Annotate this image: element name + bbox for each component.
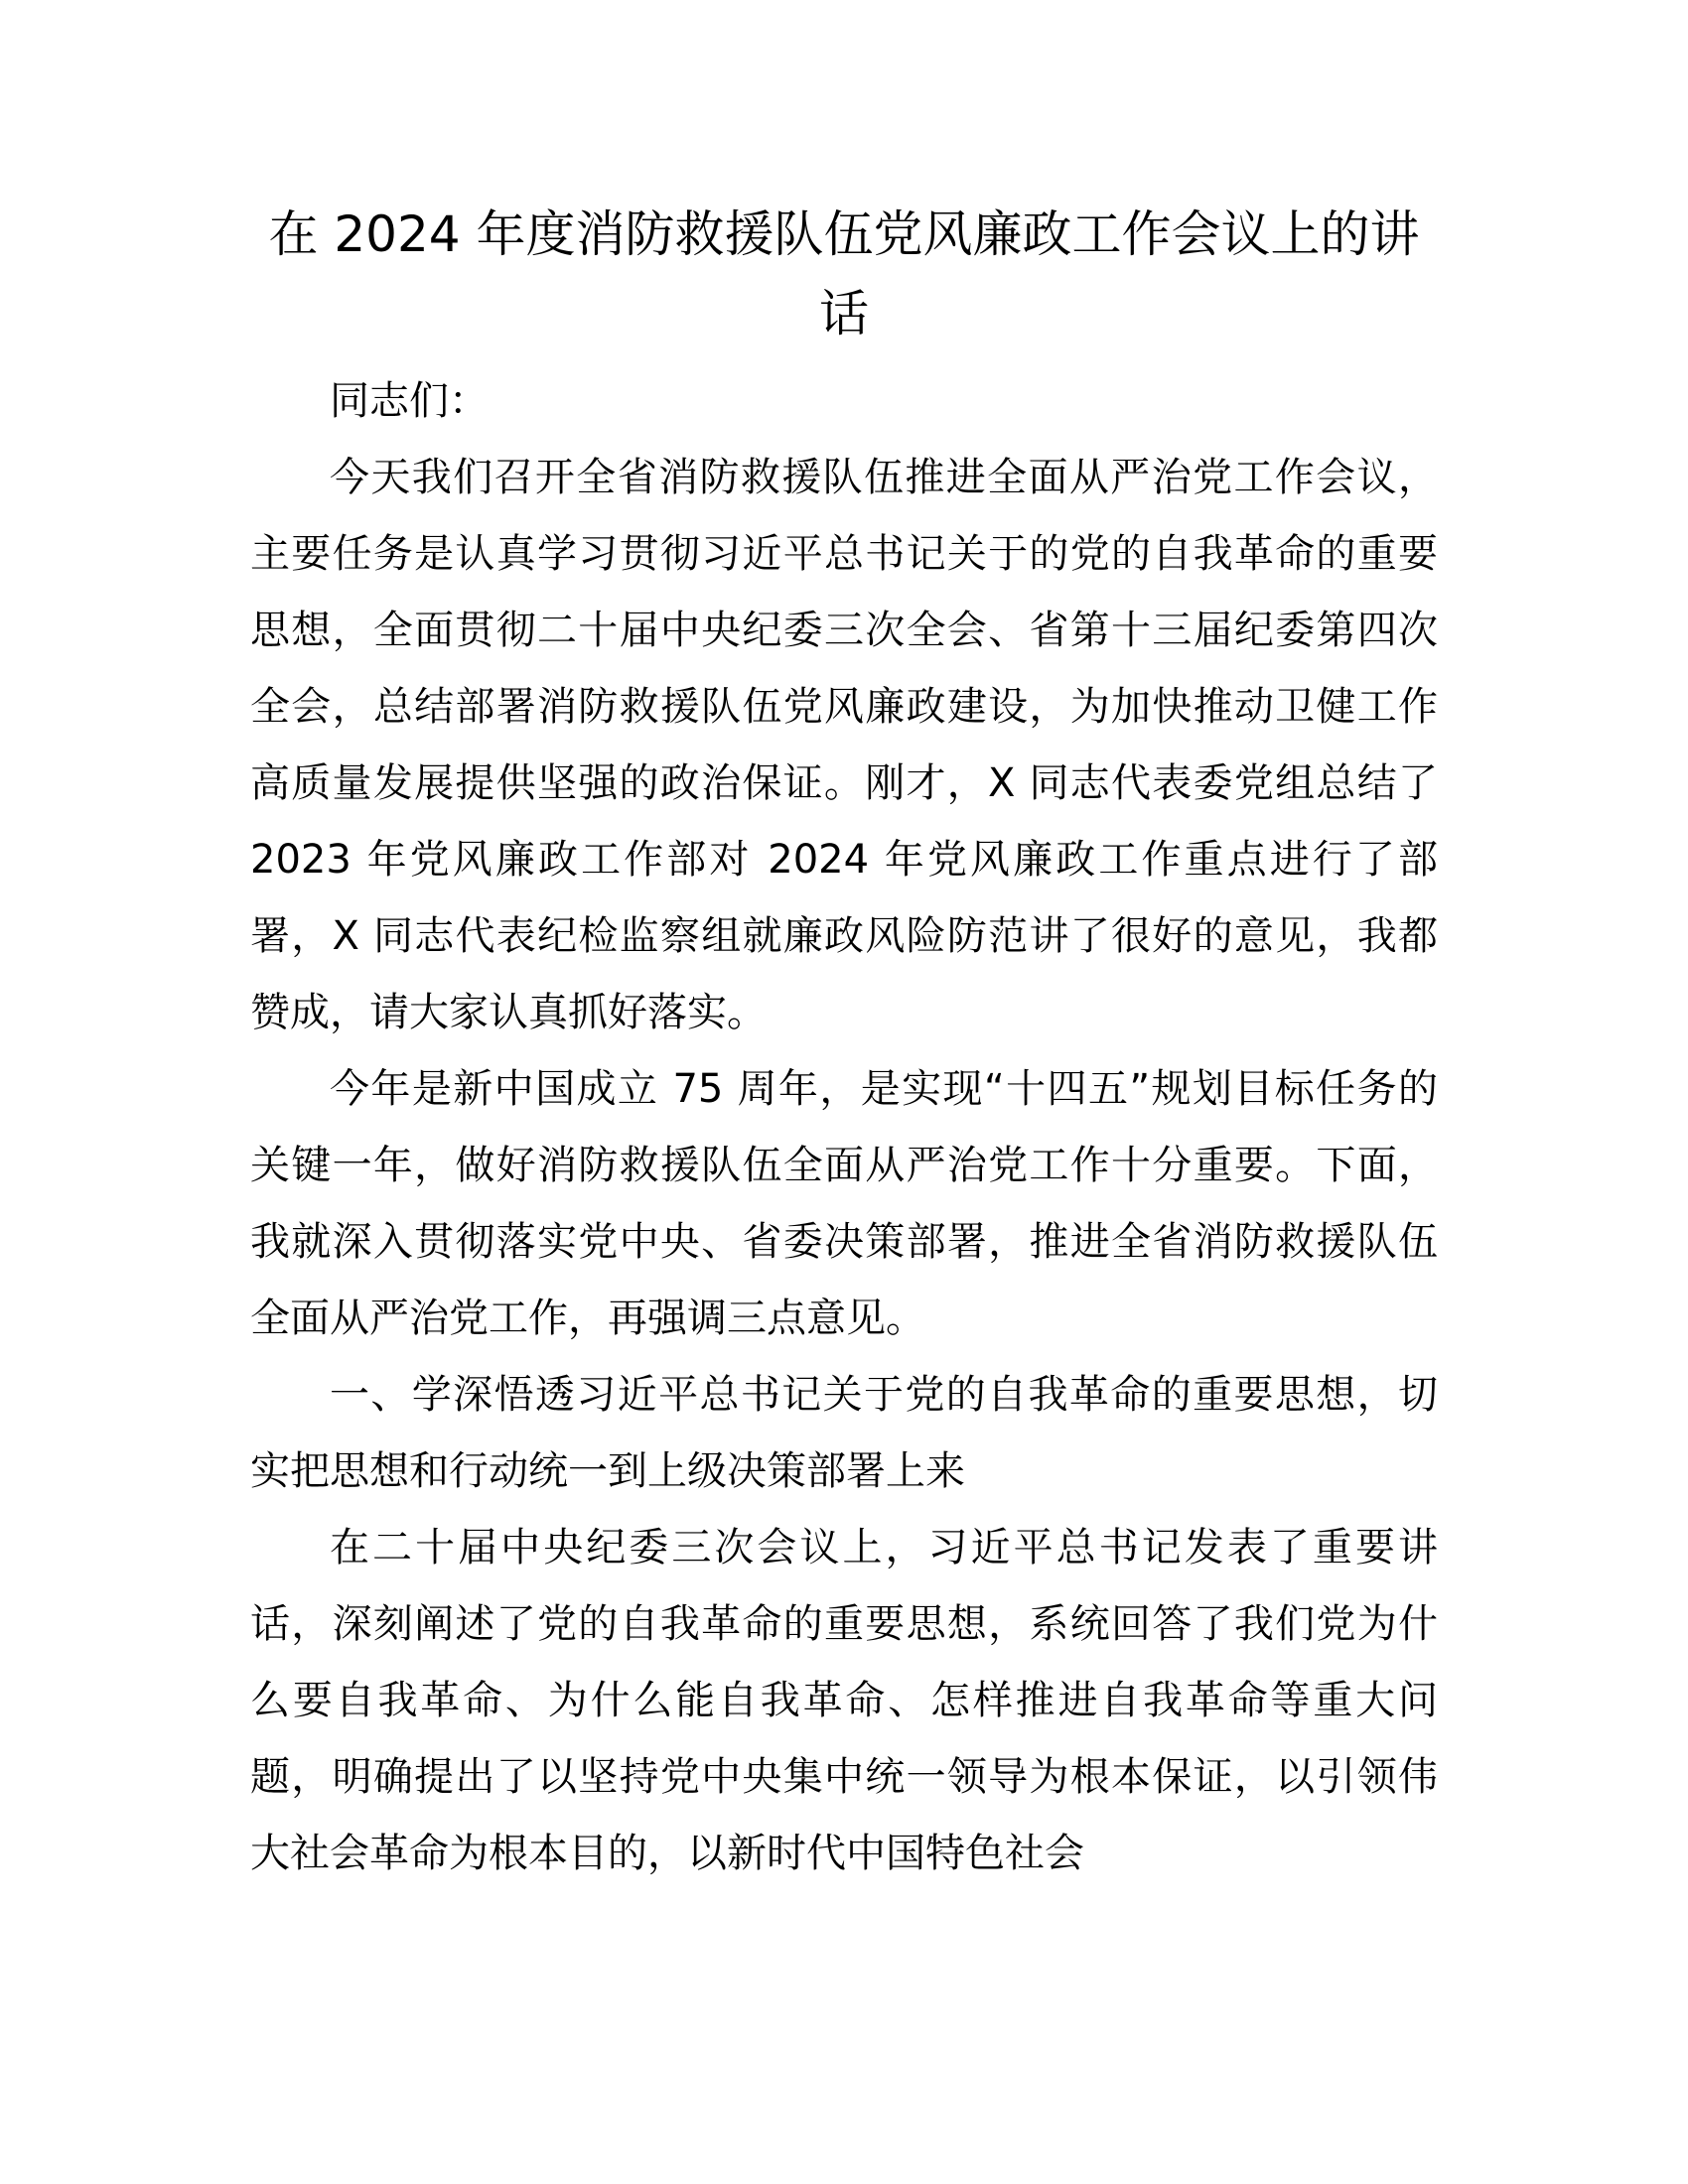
document-page [250, 195, 1438, 1892]
paragraph-context: 今年是新中国成立 75 周年，是实现“十四五”规划目标任务的关键一年，做好消防救援队伍全面从严治党工作十分重要。下面，我就深入贯彻落实党中央、省委决策部署，推进全省消防救援队伍全面从严治党工作，再强调三点意见。 [250, 1066, 1438, 1341]
paragraph-section-1-body: 在二十届中央纪委三次会议上，习近平总书记发表了重要讲话，深刻阐述了党的自我革命的重要思想，系统回答了我们党为什么要自我革命、为什么能自我革命、怎样推进自我革命等重大问题，明确提出了以坚持党中央集中统一领导为根本保证，以引领伟大社会革命为根本目的，以新时代中国特色社会 [250, 1525, 1438, 1876]
document-title: 在 2024 年度消防救援队伍党风廉政工作会议上的讲话 [268, 205, 1420, 342]
section-heading-1: 一、学深悟透习近平总书记关于党的自我革命的重要思想，切实把思想和行动统一到上级决策部署上来 [250, 1372, 1438, 1494]
paragraph-intro: 今天我们召开全省消防救援队伍推进全面从严治党工作会议，主要任务是认真学习贯彻习近平总书记关于的党的自我革命的重要思想，全面贯彻二十届中央纪委三次全会、省第十三届纪委第四次全会，总结部署消防救援队伍党风廉政建设，为加快推动卫健工作高质量发展提供坚强的政治保证。刚才，X 同志代表委党组总结了 2023 年党风廉政工作部对 2024 年党风廉政工作重点进行了部署，X 同志代表纪检监察组就廉政风险防范讲了很好的意见，我都赞成，请大家认真抓好落实。 [250, 455, 1438, 1035]
salutation: 同志们： [330, 378, 489, 424]
